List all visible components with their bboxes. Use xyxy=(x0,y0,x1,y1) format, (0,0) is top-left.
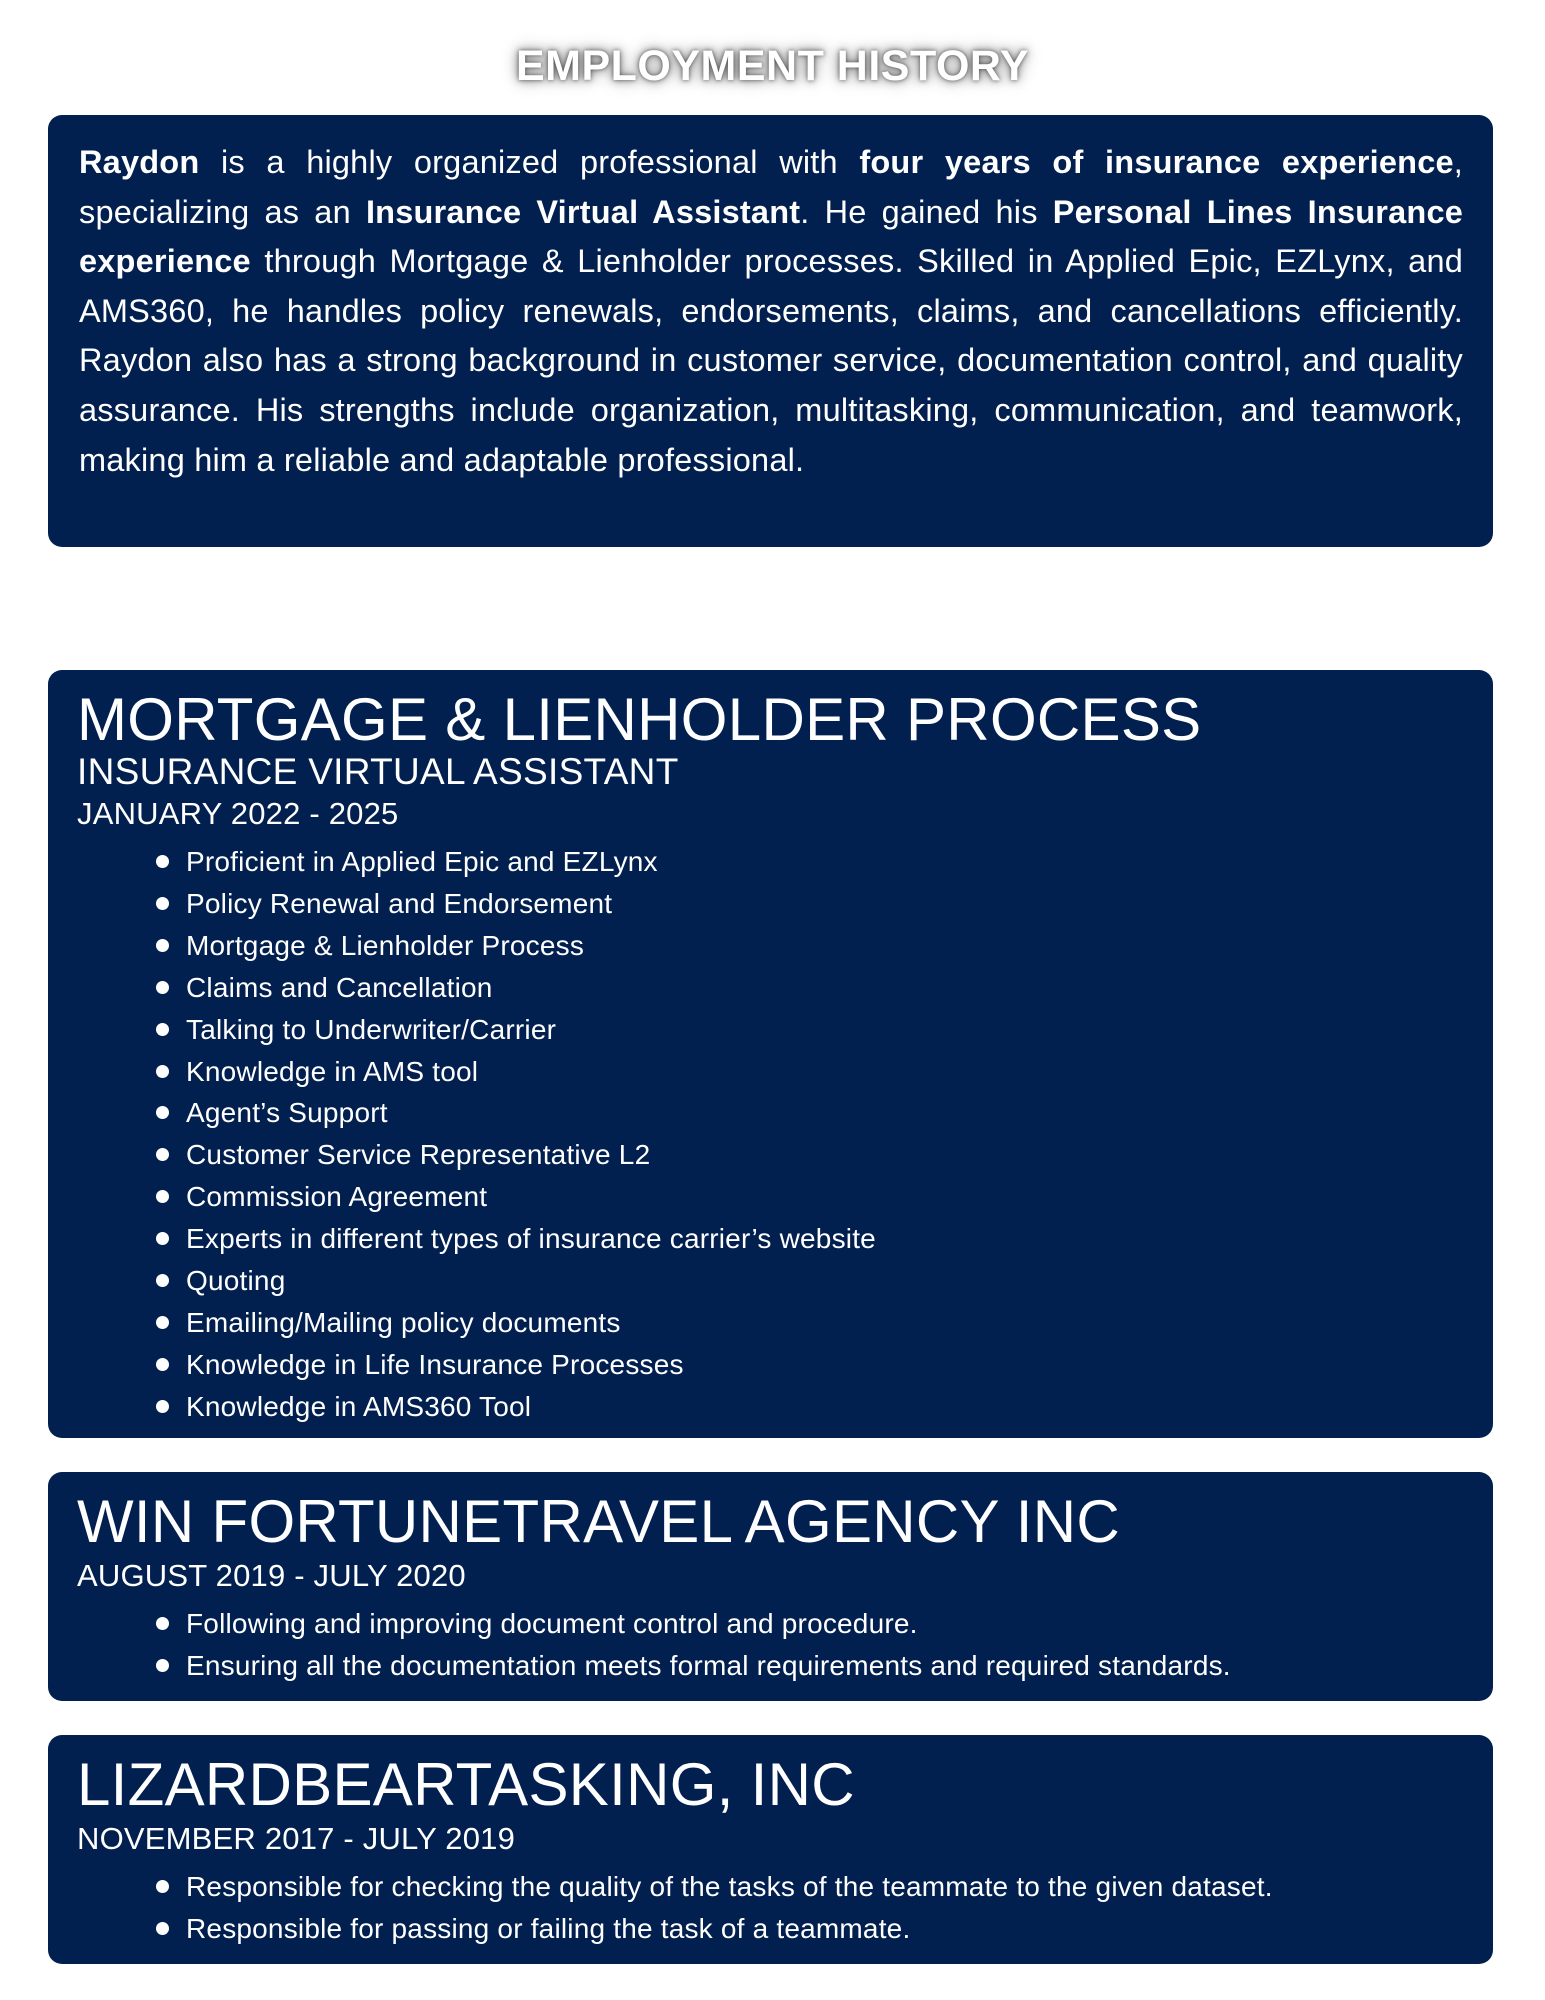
job-card-lizardbeartasking xyxy=(48,1735,1493,1964)
list-item-text: Quoting xyxy=(186,1265,286,1297)
list-item xyxy=(156,1009,1463,1051)
summary-highlight: four years of insurance experience xyxy=(859,144,1454,180)
list-item-text: Commission Agreement xyxy=(186,1181,488,1213)
list-item-text: Knowledge in Life Insurance Processes xyxy=(186,1348,684,1380)
summary-text: , specializing as an xyxy=(79,144,1463,230)
list-item-text: Responsible for passing or failing the task of a teammate. xyxy=(186,1912,911,1944)
job-card-mortgage-lienholder xyxy=(48,670,1493,1438)
list-item-text: Responsible for checking the quality of the tasks of the teammate to the given dataset. xyxy=(186,1871,1273,1902)
list-item-text: Proficient in Applied Epic and EZLynx xyxy=(186,846,658,877)
list-item xyxy=(156,1603,1463,1645)
summary-text: . He gained his xyxy=(800,193,1053,230)
list-item xyxy=(156,925,1463,967)
list-item xyxy=(156,1386,1463,1428)
bullet-dot-icon xyxy=(156,1880,169,1893)
list-item-text: Ensuring all the documentation meets formal requirements and required standards. xyxy=(186,1649,1231,1681)
summary-highlight: Personal Lines Insurance experience xyxy=(79,193,1463,280)
list-item xyxy=(156,1051,1463,1093)
list-item xyxy=(156,1908,1463,1950)
bullet-dot-icon xyxy=(156,1232,169,1245)
list-item xyxy=(156,1302,1463,1344)
summary-text: through Mortgage & Lienholder processes. Skilled in Applied Epic, EZLynx, and AMS360, he handles policy renewals, endorsements, claims, and cancellations efficiently. Raydon also has a strong background in customer service, documentation control, and quality assurance. His strengths include organization, multitasking, communication, and teamwork, making him a reliable and adaptable professional. xyxy=(79,243,1463,478)
list-item-text: Talking to Underwriter/Carrier xyxy=(186,1013,557,1045)
list-item-text: Knowledge in AMS360 Tool xyxy=(186,1390,532,1422)
summary-card xyxy=(48,115,1493,547)
section-title: EMPLOYMENT HISTORY xyxy=(515,42,1030,90)
bullet-dot-icon xyxy=(156,1659,169,1672)
bullet-dot-icon xyxy=(156,1065,169,1078)
bullet-dot-icon xyxy=(156,1274,169,1287)
summary-text: is a highly organized professional with xyxy=(199,144,860,180)
job-role: INSURANCE VIRTUAL ASSISTANT xyxy=(77,751,679,792)
bullet-dot-icon xyxy=(156,981,169,994)
list-item xyxy=(156,841,1463,883)
list-item xyxy=(156,1645,1463,1687)
list-item xyxy=(156,1134,1463,1176)
list-item-text: Mortgage & Lienholder Process xyxy=(186,929,585,961)
bullet-dot-icon xyxy=(156,1922,169,1935)
list-item xyxy=(156,883,1463,925)
bullet-dot-icon xyxy=(156,855,169,868)
summary-highlight: Insurance Virtual Assistant xyxy=(365,193,801,230)
list-item xyxy=(156,1176,1463,1218)
list-item xyxy=(156,1866,1463,1908)
job-bullet-list xyxy=(77,841,1463,1428)
list-item-text: Agent’s Support xyxy=(186,1097,388,1129)
list-item xyxy=(156,1260,1463,1302)
bullet-dot-icon xyxy=(156,1358,169,1371)
list-item-text: Emailing/Mailing policy documents xyxy=(186,1306,621,1338)
company-name: MORTGAGE & LIENHOLDER PROCESS xyxy=(77,686,1202,753)
bullet-dot-icon xyxy=(156,1316,169,1329)
bullet-dot-icon xyxy=(156,1617,169,1630)
job-dates: AUGUST 2019 - JULY 2020 xyxy=(77,1558,466,1593)
list-item-text: Customer Service Representative L2 xyxy=(186,1139,651,1171)
summary-highlight: Raydon xyxy=(79,144,200,180)
job-dates: JANUARY 2022 - 2025 xyxy=(77,796,399,831)
list-item xyxy=(156,967,1463,1009)
list-item xyxy=(156,1344,1463,1386)
bullet-dot-icon xyxy=(156,1023,169,1036)
list-item-text: Experts in different types of insurance carrier’s website xyxy=(186,1223,876,1255)
bullet-dot-icon xyxy=(156,897,169,910)
job-dates: NOVEMBER 2017 - JULY 2019 xyxy=(77,1821,516,1856)
list-item-text: Policy Renewal and Endorsement xyxy=(186,887,613,919)
list-item xyxy=(156,1092,1463,1134)
company-name: LIZARDBEARTASKING, INC xyxy=(77,1751,855,1818)
list-item-text: Claims and Cancellation xyxy=(186,971,493,1003)
job-bullet-list xyxy=(77,1866,1463,1950)
list-item-text: Knowledge in AMS tool xyxy=(186,1055,479,1087)
bullet-dot-icon xyxy=(156,1400,169,1413)
job-bullet-list xyxy=(77,1603,1463,1687)
list-item-text: Following and improving document control and procedure. xyxy=(186,1608,918,1639)
bullet-dot-icon xyxy=(156,1190,169,1203)
bullet-dot-icon xyxy=(156,1148,169,1161)
company-name: WIN FORTUNETRAVEL AGENCY INC xyxy=(77,1488,1120,1555)
summary-paragraph xyxy=(79,138,1463,485)
job-card-win-fortunetravel xyxy=(48,1472,1493,1701)
bullet-dot-icon xyxy=(156,939,169,952)
bullet-dot-icon xyxy=(156,1106,169,1119)
list-item xyxy=(156,1218,1463,1260)
